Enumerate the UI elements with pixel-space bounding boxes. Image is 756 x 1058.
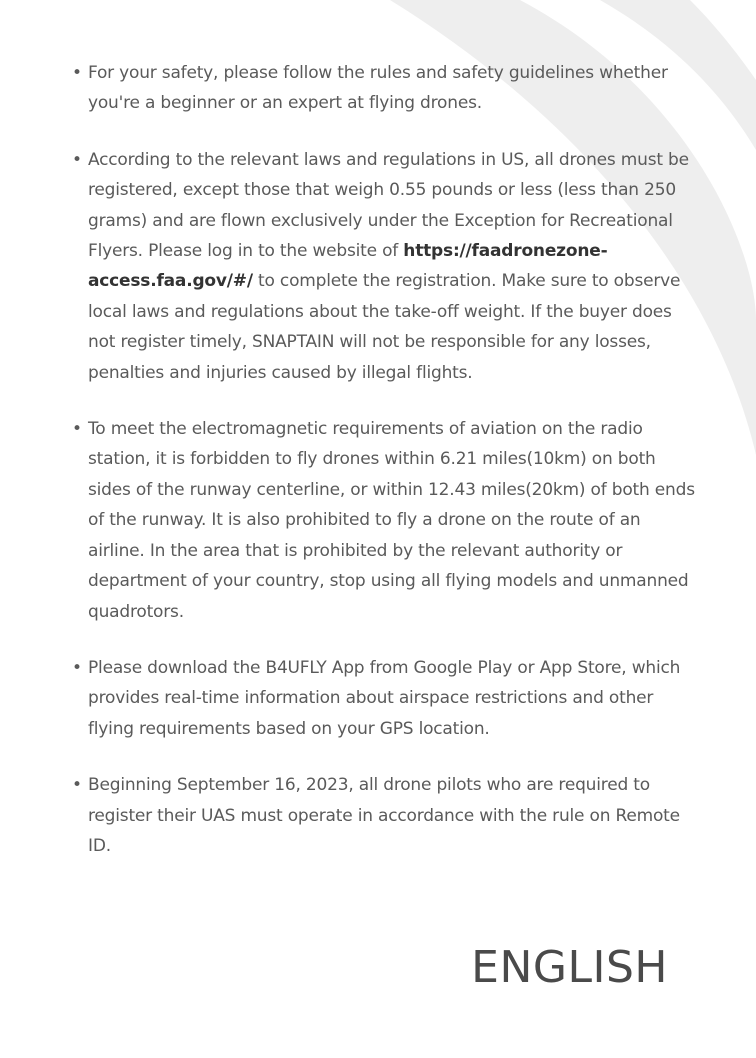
bullet-dot-icon: • (72, 63, 82, 83)
list-item (72, 770, 702, 861)
item-text-after-url: to complete the registration. Make sure to observe local laws and regulations about the take-off weight. If the buyer does not register timely, SNAPTAIN will not be responsible for any losses, penalties and injuries caused by illegal flights. (88, 271, 681, 383)
item-text-before-url: According to the relevant laws and regulations in US, all drones must be registered, except those that weigh 0.55 pounds or less (less than 250 grams) and are flown exclusively under the Exception for Recreational Flyers. Please log in to the website of (88, 149, 689, 262)
item-text: To meet the electromagnetic requirements of aviation on the radio station, it is forbidden to fly drones within 6.21 miles(10km) on both sides of the runway centerline, or within 12.43 miles(20km) of both ends of the runway. It is also prohibited to fly a drone on the route of an airline. In the area that is prohibited by the relevant authority or department of your country, stop using all flying models and unmanned quadrotors. (88, 419, 695, 622)
list-item (72, 653, 702, 744)
bullet-dot-icon: • (72, 419, 82, 440)
item-text: For your safety, please follow the rules and safety guidelines whether you're a beginner or an expert at flying drones. (88, 63, 668, 114)
bullet-dot-icon: • (72, 149, 82, 170)
bullet-dot-icon: • (72, 657, 82, 678)
language-label: ENGLISH (471, 942, 668, 993)
list-item (72, 145, 702, 388)
bullet-dot-icon: • (72, 775, 82, 796)
list-item (72, 58, 702, 119)
safety-guidelines-list (72, 58, 702, 887)
item-text: Beginning September 16, 2023, all drone pilots who are required to register their UAS must operate in accordance with the rule on Remote ID. (88, 775, 680, 856)
registration-website-link[interactable]: https://faadronezone-access.faa.gov/#/ (88, 241, 608, 292)
list-item (72, 414, 702, 627)
item-text: Please download the B4UFLY App from Google Play or App Store, which provides real-time information about airspace restrictions and other flying requirements based on your GPS location. (88, 657, 681, 739)
